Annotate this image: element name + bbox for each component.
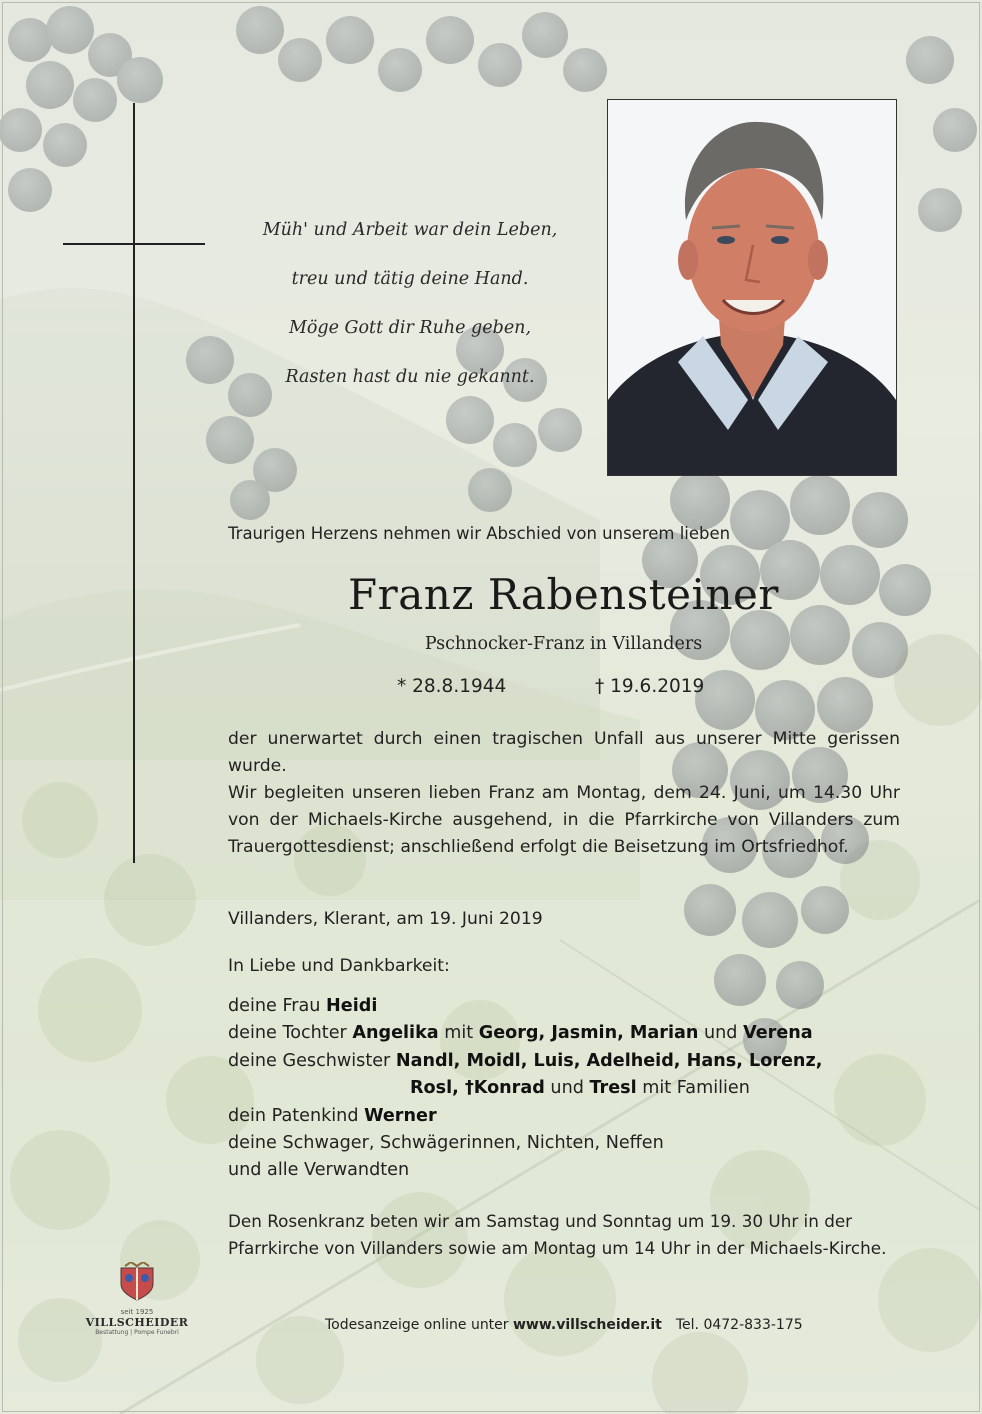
relation-label: deine Geschwister [228,1050,396,1071]
connector-text: und [698,1023,744,1044]
footer [325,1317,803,1333]
relation-label: dein Patenkind [228,1105,365,1126]
poem-line: treu und tätig deine Hand. [291,269,529,289]
cross-vertical-bar [133,103,135,863]
poem-line: Möge Gott dir Ruhe geben, [288,318,532,338]
rosary-line: Pfarrkirche von Villanders sowie am Montag um 14 Uhr in der Michaels-Kirche. [228,1238,887,1258]
connector-text: mit Familien [636,1078,750,1099]
family-name: Tresl [589,1078,637,1099]
rosary-notice [228,1208,908,1262]
family-line-relatives: und alle Verwandten [228,1160,410,1181]
family-name: Nandl, Moidl, Luis, Adelheid, Hans, Lorenz, [395,1050,823,1071]
death-date: † 19.6.2019 [595,676,705,697]
relation-label: deine Frau [228,996,327,1016]
logo-established: seit 1925 [120,1308,154,1316]
family-name: Angelika [352,1023,439,1044]
poem-line: Müh' und Arbeit war dein Leben, [262,220,558,240]
funeral-home-logo [82,1262,192,1352]
deceased-nickname: Pschnocker-Franz in Villanders [424,634,703,654]
family-name: Verena [743,1023,813,1044]
connector-text: mit [438,1023,479,1044]
portrait-illustration [608,100,896,475]
cross-horizontal-bar [63,243,205,245]
rosary-line: Den Rosenkranz beten wir am Samstag und Sonntag um 19. 30 Uhr in der [228,1211,853,1231]
family-line-daughter [228,1020,908,1047]
coat-of-arms-icon [115,1262,159,1302]
family-line-siblings-cont [228,1075,908,1102]
deceased-name: Franz Rabensteiner [348,570,779,619]
body-paragraph: der unerwartet durch einen tragischen Unfall aus unserer Mitte gerissen wurde. [228,729,900,776]
family-list [228,993,908,1185]
family-line-wife [228,993,908,1020]
connector-text: und [544,1078,590,1099]
logo-subline: Bestattung | Pompe Funebri [95,1329,179,1336]
family-name: Werner [364,1105,437,1126]
phone-number: Tel. 0472-833-175 [675,1317,803,1333]
thanks-heading: In Liebe und Dankbarkeit: [228,956,450,976]
footer-prefix: Todesanzeige online unter [325,1317,513,1333]
place-and-date: Villanders, Klerant, am 19. Juni 2019 [228,909,543,929]
family-name: Georg, Jasmin, Marian [478,1023,699,1044]
logo-brand: VILLSCHEIDER [85,1316,189,1329]
family-line-siblings [228,1048,908,1075]
body-paragraph: Wir begleiten unseren lieben Franz am Montag, dem 24. Juni, um 14.30 Uhr von der Michaels-Kirche ausgehend, in die Pfarrkirche von Villanders zum Trauergottesdienst; anschließend erfolgt die Beisetzung im Ortsfriedhof. [228,783,900,857]
intro-text: Traurigen Herzens nehmen wir Abschied von unserem lieben [228,524,731,543]
announcement-body [228,726,900,861]
portrait-photo [607,99,897,476]
family-name: Heidi [326,996,378,1016]
family-name: Rosl, †Konrad [410,1078,545,1099]
website-link[interactable]: www.villscheider.it [513,1317,662,1333]
family-line-in-laws: deine Schwager, Schwägerinnen, Nichten, Neffen [228,1133,664,1154]
family-line-godchild [228,1103,908,1130]
poem-line: Rasten hast du nie gekannt. [285,367,535,387]
birth-date: * 28.8.1944 [397,676,507,697]
relation-label: deine Tochter [228,1023,353,1044]
memorial-poem [220,214,600,410]
